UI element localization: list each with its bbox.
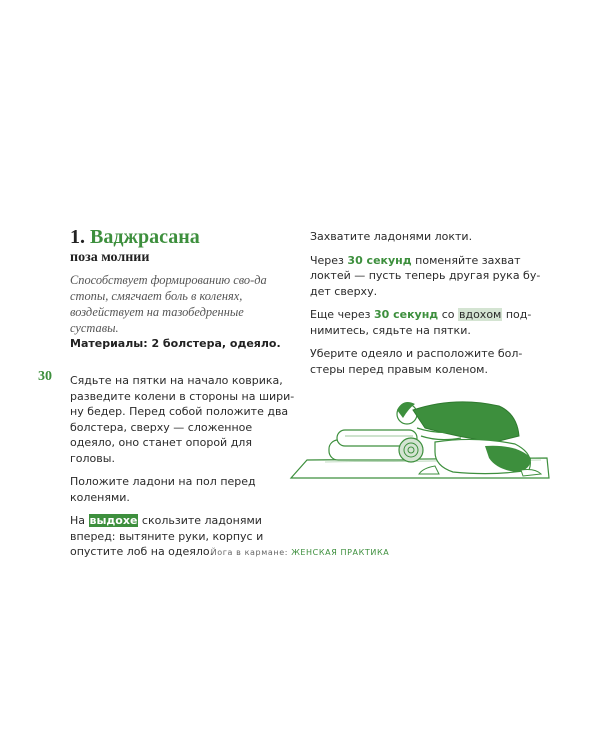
foot-icon [419, 466, 439, 474]
foot-icon [521, 470, 541, 477]
instruction-paragraph: На выдохе скользите ладонями вперед: вытяните руки, корпус и опустите лоб на одеяло. [70, 514, 264, 558]
blanket-roll-icon [399, 438, 423, 462]
pose-name: Ваджрасана [90, 226, 200, 248]
instruction-paragraph: Сядьте на пятки на начало коврика, разведите колени в стороны на шири-ну бедер. Перед собой положите два болстера, сверху — сложенное одеяло, оно станет опорой для головы. [70, 374, 295, 465]
instructions-column-1 [70, 373, 298, 568]
duration-highlight: 30 секунд [347, 253, 412, 267]
pose-illustration [285, 392, 555, 492]
instructions-column-2 [310, 229, 546, 385]
torso-icon [413, 402, 519, 442]
instruction-paragraph: Захватите ладонями локти. [310, 230, 473, 243]
exhale-highlight: выдохе [89, 514, 138, 527]
pose-subtitle: поза молнии [70, 250, 150, 265]
duration-highlight: 30 секунд [373, 308, 439, 321]
page-number: 30 [38, 369, 52, 384]
pose-number: 1. [70, 226, 85, 248]
book-footer [0, 548, 600, 557]
instruction-paragraph: Через 30 секунд поменяйте захват локтей — пусть теперь другая рука бу-дет сверху. [310, 253, 541, 298]
inhale-highlight: вдохом [458, 308, 502, 321]
pose-intro: Способствует формированию сво-да стопы, смягчает боль в коленях, воздействует на тазобедренные суставы. [70, 273, 267, 335]
instruction-paragraph: Еще через 30 секунд со вдохом под-нимитесь, сядьте на пятки. [310, 308, 532, 337]
instruction-paragraph: Уберите одеяло и расположите бол-стеры перед правым коленом. [310, 347, 523, 376]
materials-line: Материалы: 2 болстера, одеяло. [70, 337, 281, 350]
instruction-paragraph: Положите ладони на пол перед коленями. [70, 475, 256, 504]
footer-text: Йога в кармане: [210, 548, 289, 557]
pose-title [70, 226, 200, 249]
footer-accent: ЖЕНСКАЯ ПРАКТИКА [291, 548, 390, 557]
